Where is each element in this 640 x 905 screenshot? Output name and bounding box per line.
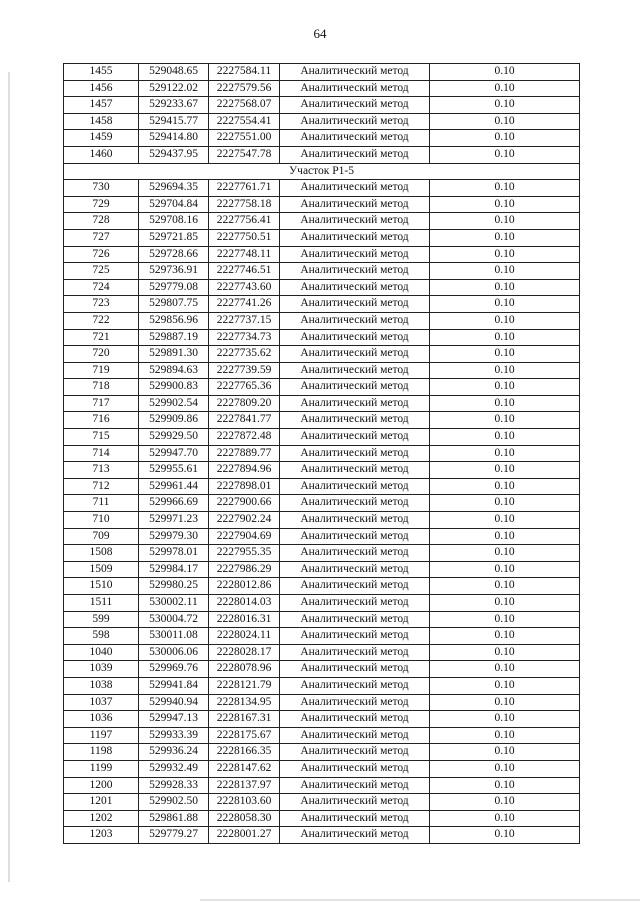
point-number-cell: 711 [64,495,139,512]
method-cell: Аналитический метод [280,760,430,777]
table-row [64,495,580,512]
x-coordinate-cell: 529980.25 [139,578,209,595]
y-coordinate-cell: 2227734.73 [209,329,280,346]
point-number-cell: 599 [64,611,139,628]
x-coordinate-cell: 529936.24 [139,744,209,761]
y-coordinate-cell: 2227902.24 [209,512,280,529]
point-number-cell: 1040 [64,644,139,661]
y-coordinate-cell: 2228121.79 [209,677,280,694]
point-number-cell: 713 [64,462,139,479]
error-cell: 0.10 [430,760,580,777]
y-coordinate-cell: 2227551.00 [209,130,280,147]
point-number-cell: 1510 [64,578,139,595]
method-cell: Аналитический метод [280,146,430,163]
x-coordinate-cell: 530006.06 [139,644,209,661]
error-cell: 0.10 [430,445,580,462]
method-cell: Аналитический метод [280,362,430,379]
point-number-cell: 1508 [64,545,139,562]
x-coordinate-cell: 529979.30 [139,528,209,545]
table-row [64,462,580,479]
error-cell: 0.10 [430,80,580,97]
error-cell: 0.10 [430,727,580,744]
method-cell: Аналитический метод [280,561,430,578]
y-coordinate-cell: 2227756.41 [209,213,280,230]
point-number-cell: 1198 [64,744,139,761]
point-number-cell: 1455 [64,64,139,81]
point-number-cell: 1038 [64,677,139,694]
error-cell: 0.10 [430,495,580,512]
y-coordinate-cell: 2227955.35 [209,545,280,562]
point-number-cell: 598 [64,628,139,645]
x-coordinate-cell: 529941.84 [139,677,209,694]
error-cell: 0.10 [430,64,580,81]
section-title: Участок Р1-5 [64,163,580,180]
x-coordinate-cell: 529887.19 [139,329,209,346]
y-coordinate-cell: 2228024.11 [209,628,280,645]
y-coordinate-cell: 2227554.41 [209,113,280,130]
point-number-cell: 1200 [64,777,139,794]
method-cell: Аналитический метод [280,677,430,694]
x-coordinate-cell: 529947.13 [139,711,209,728]
error-cell: 0.10 [430,478,580,495]
point-number-cell: 728 [64,213,139,230]
point-number-cell: 730 [64,180,139,197]
table-row [64,246,580,263]
table-row [64,429,580,446]
method-cell: Аналитический метод [280,644,430,661]
error-cell: 0.10 [430,661,580,678]
error-cell: 0.10 [430,379,580,396]
x-coordinate-cell: 530004.72 [139,611,209,628]
table-row [64,777,580,794]
table-row [64,346,580,363]
coordinates-table [63,63,580,844]
y-coordinate-cell: 2227584.11 [209,64,280,81]
error-cell: 0.10 [430,346,580,363]
table-row [64,827,580,844]
error-cell: 0.10 [430,113,580,130]
method-cell: Аналитический метод [280,412,430,429]
x-coordinate-cell: 529233.67 [139,97,209,114]
method-cell: Аналитический метод [280,379,430,396]
error-cell: 0.10 [430,744,580,761]
error-cell: 0.10 [430,512,580,529]
method-cell: Аналитический метод [280,578,430,595]
error-cell: 0.10 [430,97,580,114]
method-cell: Аналитический метод [280,727,430,744]
error-cell: 0.10 [430,545,580,562]
table-row [64,744,580,761]
x-coordinate-cell: 529414.80 [139,130,209,147]
point-number-cell: 727 [64,229,139,246]
page-number: 64 [313,26,327,41]
error-cell: 0.10 [430,644,580,661]
y-coordinate-cell: 2227741.26 [209,296,280,313]
table-row [64,760,580,777]
x-coordinate-cell: 529437.95 [139,146,209,163]
x-coordinate-cell: 529971.23 [139,512,209,529]
table-row [64,478,580,495]
point-number-cell: 717 [64,395,139,412]
method-cell: Аналитический метод [280,64,430,81]
table-row [64,810,580,827]
x-coordinate-cell: 529708.16 [139,213,209,230]
error-cell: 0.10 [430,611,580,628]
error-cell: 0.10 [430,196,580,213]
x-coordinate-cell: 529900.83 [139,379,209,396]
method-cell: Аналитический метод [280,130,430,147]
point-number-cell: 1511 [64,595,139,612]
error-cell: 0.10 [430,694,580,711]
method-cell: Аналитический метод [280,744,430,761]
x-coordinate-cell: 529891.30 [139,346,209,363]
x-coordinate-cell: 529947.70 [139,445,209,462]
x-coordinate-cell: 529929.50 [139,429,209,446]
point-number-cell: 1199 [64,760,139,777]
y-coordinate-cell: 2228078.96 [209,661,280,678]
table-row [64,146,580,163]
y-coordinate-cell: 2227900.66 [209,495,280,512]
table-row [64,528,580,545]
x-coordinate-cell: 529978.01 [139,545,209,562]
x-coordinate-cell: 529736.91 [139,263,209,280]
y-coordinate-cell: 2227743.60 [209,279,280,296]
table-row [64,329,580,346]
x-coordinate-cell: 529048.65 [139,64,209,81]
x-coordinate-cell: 529122.02 [139,80,209,97]
y-coordinate-cell: 2228175.67 [209,727,280,744]
table-row [64,794,580,811]
error-cell: 0.10 [430,213,580,230]
point-number-cell: 721 [64,329,139,346]
point-number-cell: 1197 [64,727,139,744]
table-row [64,279,580,296]
table-row [64,727,580,744]
x-coordinate-cell: 529861.88 [139,810,209,827]
error-cell: 0.10 [430,794,580,811]
method-cell: Аналитический метод [280,229,430,246]
y-coordinate-cell: 2227758.18 [209,196,280,213]
table-row [64,628,580,645]
table-row [64,97,580,114]
method-cell: Аналитический метод [280,97,430,114]
x-coordinate-cell: 529779.08 [139,279,209,296]
method-cell: Аналитический метод [280,478,430,495]
scan-edge-artifact [8,72,10,882]
x-coordinate-cell: 529969.76 [139,661,209,678]
x-coordinate-cell: 529966.69 [139,495,209,512]
y-coordinate-cell: 2227809.20 [209,395,280,412]
table-row [64,312,580,329]
error-cell: 0.10 [430,595,580,612]
point-number-cell: 1459 [64,130,139,147]
error-cell: 0.10 [430,229,580,246]
table-row [64,263,580,280]
x-coordinate-cell: 529909.86 [139,412,209,429]
point-number-cell: 712 [64,478,139,495]
x-coordinate-cell: 530011.08 [139,628,209,645]
y-coordinate-cell: 2227898.01 [209,478,280,495]
method-cell: Аналитический метод [280,512,430,529]
x-coordinate-cell: 530002.11 [139,595,209,612]
method-cell: Аналитический метод [280,528,430,545]
y-coordinate-cell: 2228103.60 [209,794,280,811]
method-cell: Аналитический метод [280,545,430,562]
error-cell: 0.10 [430,777,580,794]
method-cell: Аналитический метод [280,329,430,346]
error-cell: 0.10 [430,528,580,545]
x-coordinate-cell: 529940.94 [139,694,209,711]
error-cell: 0.10 [430,561,580,578]
method-cell: Аналитический метод [280,246,430,263]
method-cell: Аналитический метод [280,80,430,97]
point-number-cell: 726 [64,246,139,263]
point-number-cell: 725 [64,263,139,280]
y-coordinate-cell: 2227765.36 [209,379,280,396]
y-coordinate-cell: 2227889.77 [209,445,280,462]
table-row [64,130,580,147]
table-row [64,545,580,562]
point-number-cell: 723 [64,296,139,313]
x-coordinate-cell: 529928.33 [139,777,209,794]
point-number-cell: 1460 [64,146,139,163]
method-cell: Аналитический метод [280,595,430,612]
point-number-cell: 714 [64,445,139,462]
point-number-cell: 718 [64,379,139,396]
x-coordinate-cell: 529933.39 [139,727,209,744]
y-coordinate-cell: 2227841.77 [209,412,280,429]
y-coordinate-cell: 2227737.15 [209,312,280,329]
x-coordinate-cell: 529728.66 [139,246,209,263]
point-number-cell: 724 [64,279,139,296]
method-cell: Аналитический метод [280,279,430,296]
method-cell: Аналитический метод [280,827,430,844]
point-number-cell: 1201 [64,794,139,811]
table-row [64,512,580,529]
y-coordinate-cell: 2227872.48 [209,429,280,446]
x-coordinate-cell: 529807.75 [139,296,209,313]
y-coordinate-cell: 2227761.71 [209,180,280,197]
table-row [64,711,580,728]
point-number-cell: 1456 [64,80,139,97]
table-row [64,578,580,595]
table-row [64,213,580,230]
point-number-cell: 719 [64,362,139,379]
y-coordinate-cell: 2228001.27 [209,827,280,844]
error-cell: 0.10 [430,362,580,379]
method-cell: Аналитический метод [280,445,430,462]
method-cell: Аналитический метод [280,312,430,329]
y-coordinate-cell: 2227750.51 [209,229,280,246]
method-cell: Аналитический метод [280,794,430,811]
method-cell: Аналитический метод [280,777,430,794]
x-coordinate-cell: 529856.96 [139,312,209,329]
x-coordinate-cell: 529932.49 [139,760,209,777]
x-coordinate-cell: 529779.27 [139,827,209,844]
error-cell: 0.10 [430,395,580,412]
y-coordinate-cell: 2227894.96 [209,462,280,479]
y-coordinate-cell: 2228014.03 [209,595,280,612]
point-number-cell: 1509 [64,561,139,578]
table-row [64,644,580,661]
y-coordinate-cell: 2228028.17 [209,644,280,661]
method-cell: Аналитический метод [280,346,430,363]
x-coordinate-cell: 529415.77 [139,113,209,130]
y-coordinate-cell: 2227746.51 [209,263,280,280]
y-coordinate-cell: 2227579.56 [209,80,280,97]
error-cell: 0.10 [430,130,580,147]
table-row [64,296,580,313]
point-number-cell: 720 [64,346,139,363]
y-coordinate-cell: 2228016.31 [209,611,280,628]
x-coordinate-cell: 529984.17 [139,561,209,578]
point-number-cell: 716 [64,412,139,429]
point-number-cell: 1037 [64,694,139,711]
error-cell: 0.10 [430,279,580,296]
x-coordinate-cell: 529902.50 [139,794,209,811]
method-cell: Аналитический метод [280,495,430,512]
error-cell: 0.10 [430,180,580,197]
error-cell: 0.10 [430,146,580,163]
section-header-row [64,163,580,180]
table-row [64,611,580,628]
y-coordinate-cell: 2227739.59 [209,362,280,379]
error-cell: 0.10 [430,677,580,694]
table-row [64,379,580,396]
error-cell: 0.10 [430,628,580,645]
table-row [64,362,580,379]
table-row [64,445,580,462]
y-coordinate-cell: 2227547.78 [209,146,280,163]
point-number-cell: 1203 [64,827,139,844]
table-row [64,196,580,213]
table-row [64,229,580,246]
error-cell: 0.10 [430,578,580,595]
y-coordinate-cell: 2228137.97 [209,777,280,794]
table-row [64,180,580,197]
point-number-cell: 1457 [64,97,139,114]
y-coordinate-cell: 2228167.31 [209,711,280,728]
table-row [64,661,580,678]
table-row [64,677,580,694]
table-row [64,561,580,578]
x-coordinate-cell: 529902.54 [139,395,209,412]
error-cell: 0.10 [430,711,580,728]
method-cell: Аналитический метод [280,213,430,230]
y-coordinate-cell: 2228134.95 [209,694,280,711]
x-coordinate-cell: 529961.44 [139,478,209,495]
point-number-cell: 715 [64,429,139,446]
x-coordinate-cell: 529704.84 [139,196,209,213]
error-cell: 0.10 [430,263,580,280]
y-coordinate-cell: 2228147.62 [209,760,280,777]
error-cell: 0.10 [430,329,580,346]
y-coordinate-cell: 2228058.30 [209,810,280,827]
y-coordinate-cell: 2228012.86 [209,578,280,595]
y-coordinate-cell: 2227986.29 [209,561,280,578]
table-row [64,113,580,130]
table-row [64,694,580,711]
x-coordinate-cell: 529721.85 [139,229,209,246]
y-coordinate-cell: 2227904.69 [209,528,280,545]
method-cell: Аналитический метод [280,196,430,213]
error-cell: 0.10 [430,312,580,329]
table-row [64,412,580,429]
x-coordinate-cell: 529955.61 [139,462,209,479]
point-number-cell: 710 [64,512,139,529]
table-row [64,595,580,612]
point-number-cell: 729 [64,196,139,213]
method-cell: Аналитический метод [280,810,430,827]
error-cell: 0.10 [430,810,580,827]
method-cell: Аналитический метод [280,263,430,280]
table-row [64,64,580,81]
point-number-cell: 1039 [64,661,139,678]
y-coordinate-cell: 2227735.62 [209,346,280,363]
method-cell: Аналитический метод [280,180,430,197]
point-number-cell: 1036 [64,711,139,728]
point-number-cell: 709 [64,528,139,545]
y-coordinate-cell: 2227748.11 [209,246,280,263]
method-cell: Аналитический метод [280,429,430,446]
error-cell: 0.10 [430,296,580,313]
method-cell: Аналитический метод [280,628,430,645]
method-cell: Аналитический метод [280,694,430,711]
x-coordinate-cell: 529894.63 [139,362,209,379]
point-number-cell: 1458 [64,113,139,130]
error-cell: 0.10 [430,429,580,446]
method-cell: Аналитический метод [280,296,430,313]
coordinates-table-body [64,64,580,844]
error-cell: 0.10 [430,246,580,263]
y-coordinate-cell: 2228166.35 [209,744,280,761]
table-row [64,80,580,97]
table-row [64,395,580,412]
error-cell: 0.10 [430,412,580,429]
scan-edge-artifact-bottom [200,899,640,901]
error-cell: 0.10 [430,827,580,844]
point-number-cell: 722 [64,312,139,329]
x-coordinate-cell: 529694.35 [139,180,209,197]
method-cell: Аналитический метод [280,611,430,628]
method-cell: Аналитический метод [280,462,430,479]
point-number-cell: 1202 [64,810,139,827]
method-cell: Аналитический метод [280,395,430,412]
error-cell: 0.10 [430,462,580,479]
method-cell: Аналитический метод [280,711,430,728]
method-cell: Аналитический метод [280,113,430,130]
method-cell: Аналитический метод [280,661,430,678]
y-coordinate-cell: 2227568.07 [209,97,280,114]
